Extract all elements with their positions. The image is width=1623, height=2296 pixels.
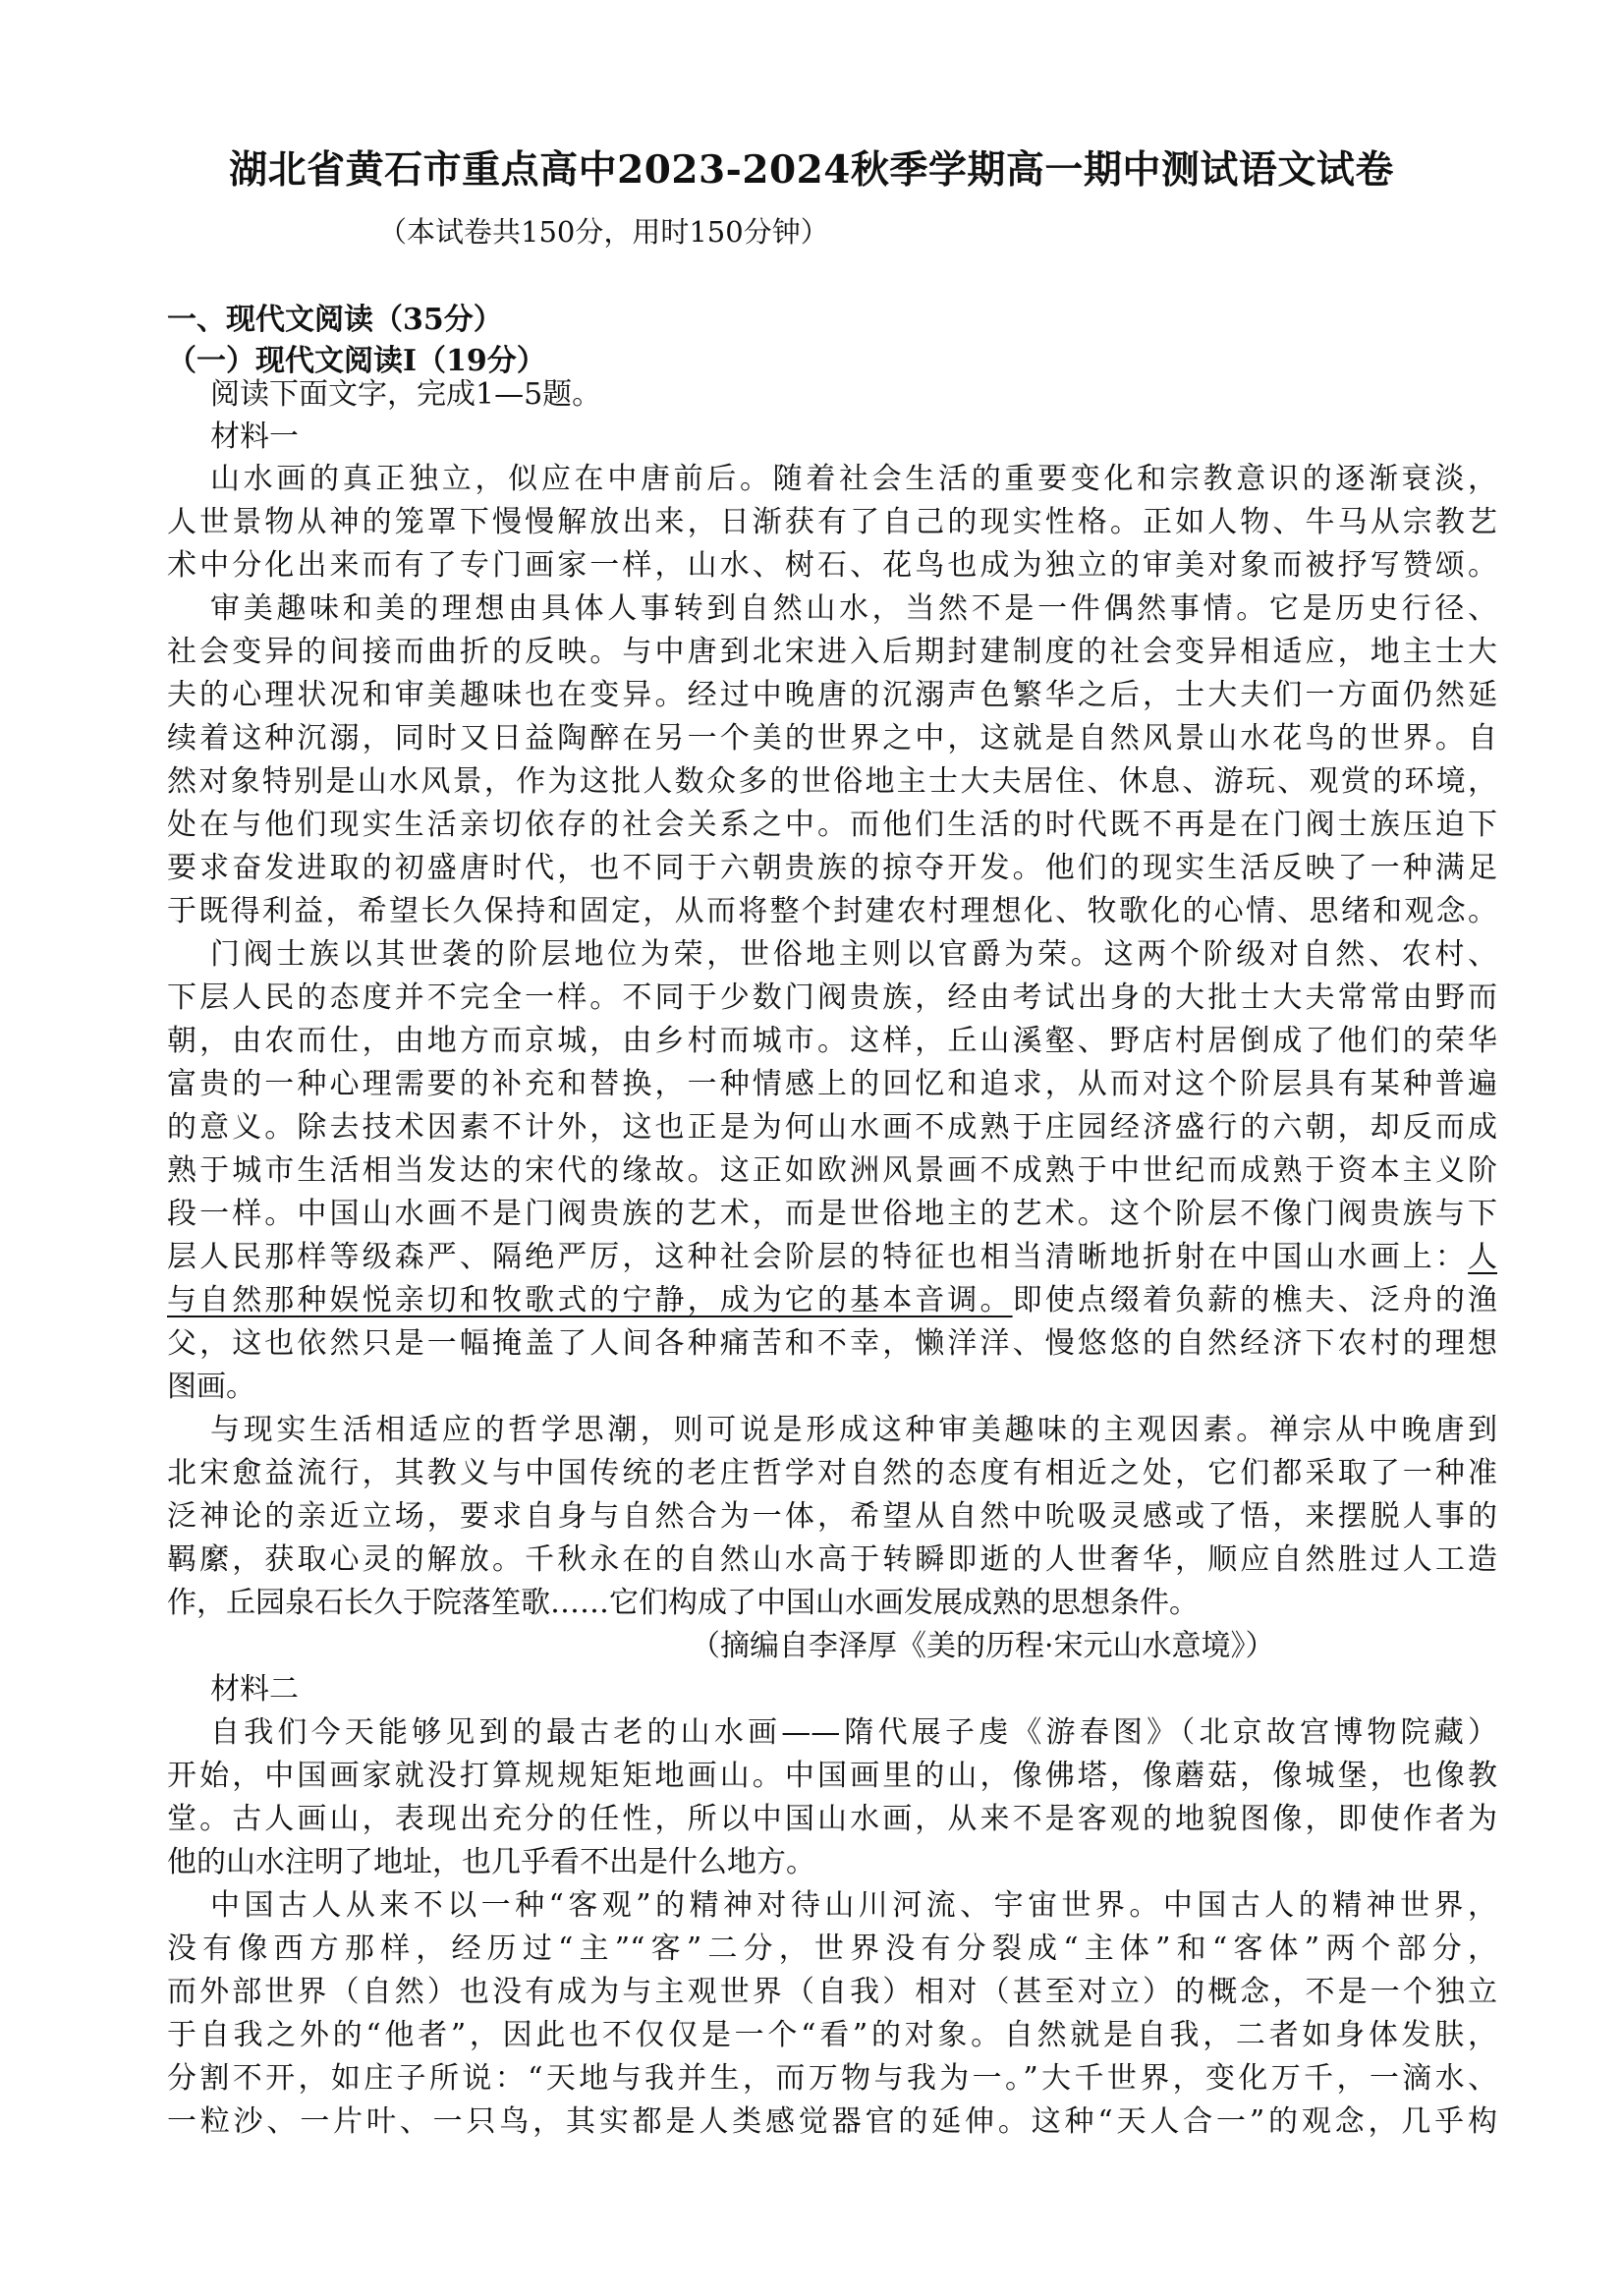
text-segment: 即使点缀着负薪的樵夫、泛舟的渔 (1012, 1283, 1498, 1317)
text-line: 他的山水注明了地址，也几乎看不出是什么地方。 (167, 1845, 815, 1879)
text-line: 下层人民的态度并不完全一样。不同于少数门阀贵族，经由考试出身的大批士大夫常常由野而 (167, 980, 1497, 1015)
text-line: 富贵的一种心理需要的补充和替换，一种情感上的回忆和追求，从而对这个阶层具有某种普遍 (167, 1067, 1497, 1101)
exam-title: 湖北省黄石市重点高中2023-2024秋季学期高一期中测试语文试卷 (229, 147, 1394, 193)
text-line: 处在与他们现实生活亲切依存的社会关系之中。而他们生活的时代既不再是在门阀士族压迫下 (167, 808, 1497, 842)
text-line: 朝，由农而仕，由地方而京城，由乡村而城市。这样，丘山溪壑、野店村居倒成了他们的荣华 (167, 1024, 1497, 1058)
exam-subtitle: （本试卷共150分，用时150分钟） (378, 215, 829, 249)
text-line: 山水画的真正独立，似应在中唐前后。随着社会生活的重要变化和宗教意识的逐渐衰淡， (210, 462, 1497, 496)
text-line: 一粒沙、一片叶、一只鸟，其实都是人类感觉器官的延伸。这种“天人合一”的观念，几乎构 (167, 2104, 1497, 2139)
text-line: 人世景物从神的笼罩下慢慢解放出来，日渐获有了自己的现实性格。正如人物、牛马从宗教艺 (167, 505, 1497, 539)
underlined-text: 与自然那种娱悦亲切和牧歌式的宁静，成为它的基本音调。 (167, 1283, 1013, 1317)
text-line: 的意义。除去技术因素不计外，这也正是为何山水画不成熟于庄园经济盛行的六朝，却反而成 (167, 1110, 1497, 1145)
text-line: 中国古人从来不以一种“客观”的精神对待山川河流、宇宙世界。中国古人的精神世界， (210, 1888, 1497, 1923)
text-line: 然对象特别是山水风景，作为这批人数众多的世俗地主士大夫居住、休息、游玩、观赏的环境， (167, 764, 1497, 799)
text-line: 作，丘园泉石长久于院落笙歌……它们构成了中国山水画发展成熟的思想条件。 (167, 1586, 1199, 1620)
text-line: 堂。古人画山，表现出充分的任性，所以中国山水画，从来不是客观的地貌图像，即使作者为 (167, 1802, 1497, 1836)
text-line: 于既得利益，希望长久保持和固定，从而将整个封建农村理想化、牧歌化的心情、思绪和观念。 (167, 894, 1497, 928)
text-line: 审美趣味和美的理想由具体人事转到自然山水，当然不是一件偶然事情。它是历史行径、 (210, 591, 1497, 626)
text-line: 社会变异的间接而曲折的反映。与中唐到北宋进入后期封建制度的社会变异相适应，地主士大 (167, 635, 1497, 669)
text-line: 术中分化出来而有了专门画家一样，山水、树石、花鸟也成为独立的审美对象而被抒写赞颂。 (167, 548, 1497, 583)
source-citation: （摘编自李泽厚《美的历程·宋元山水意境》） (691, 1629, 1275, 1663)
text-line: 没有像西方那样，经历过“主”“客”二分，世界没有分裂成“主体”和“客体”两个部分， (167, 1932, 1497, 1966)
text-line: 分割不开，如庄子所说：“天地与我并生，而万物与我为一。”大千世界，变化万千，一滴水、 (167, 2061, 1497, 2096)
text-line: 于自我之外的“他者”，因此也不仅仅是一个“看”的对象。自然就是自我，二者如身体发肤， (167, 2018, 1497, 2052)
material-label: 材料一 (210, 420, 299, 454)
text-line: 要求奋发进取的初盛唐时代，也不同于六朝贵族的掠夺开发。他们的现实生活反映了一种满足 (167, 851, 1497, 885)
text-line (167, 1283, 1497, 1318)
text-line: 门阀士族以其世袭的阶层地位为荣，世俗地主则以官爵为荣。这两个阶级对自然、农村、 (210, 937, 1497, 972)
text-line: 段一样。中国山水画不是门阀贵族的艺术，而是世俗地主的艺术。这个阶层不像门阀贵族与下 (167, 1197, 1497, 1231)
subsection-heading: （一）现代文阅读Ⅰ（19分） (167, 344, 546, 378)
text-line: 熟于城市生活相当发达的宋代的缘故。这正如欧洲风景画不成熟于中世纪而成熟于资本主义阶 (167, 1153, 1497, 1188)
section-heading: 一、现代文阅读（35分） (167, 303, 503, 337)
text-line: 父，这也依然只是一幅掩盖了人间各种痛苦和不幸，懒洋洋、慢悠悠的自然经济下农村的理想 (167, 1326, 1497, 1361)
material-label: 材料二 (210, 1672, 299, 1707)
text-line: 羁縻，获取心灵的解放。千秋永在的自然山水高于转瞬即逝的人世奢华，顺应自然胜过人工造 (167, 1542, 1497, 1577)
text-line: 自我们今天能够见到的最古老的山水画——隋代展子虔《游春图》（北京故宫博物院藏） (210, 1715, 1497, 1750)
text-line: 北宋愈益流行，其教义与中国传统的老庄哲学对自然的态度有相近之处，它们都采取了一种准 (167, 1456, 1497, 1490)
text-line: 而外部世界（自然）也没有成为与主观世界（自我）相对（甚至对立）的概念，不是一个独立 (167, 1975, 1497, 2009)
text-line: 开始，中国画家就没打算规规矩矩地画山。中国画里的山，像佛塔，像蘑菇，像城堡，也像教 (167, 1759, 1497, 1793)
text-line (167, 1240, 1497, 1275)
text-line: 夫的心理状况和审美趣味也在变异。经过中晚唐的沉溺声色繁华之后，士大夫们一方面仍然延 (167, 678, 1497, 712)
instruction-text: 阅读下面文字，完成1—5题。 (210, 377, 602, 412)
underlined-text: 人 (1468, 1240, 1497, 1274)
text-line: 图画。 (167, 1370, 255, 1404)
text-line: 续着这种沉溺，同时又日益陶醉在另一个美的世界之中，这就是自然风景山水花鸟的世界。自 (167, 721, 1497, 756)
text-segment: 层人民那样等级森严、隔绝严厉，这种社会阶层的特征也相当清晰地折射在中国山水画上： (167, 1240, 1468, 1274)
text-line: 与现实生活相适应的哲学思潮，则可说是形成这种审美趣味的主观因素。禅宗从中晚唐到 (210, 1413, 1497, 1447)
text-line: 泛神论的亲近立场，要求自身与自然合为一体，希望从自然中吮吸灵感或了悟，来摆脱人事的 (167, 1499, 1497, 1534)
